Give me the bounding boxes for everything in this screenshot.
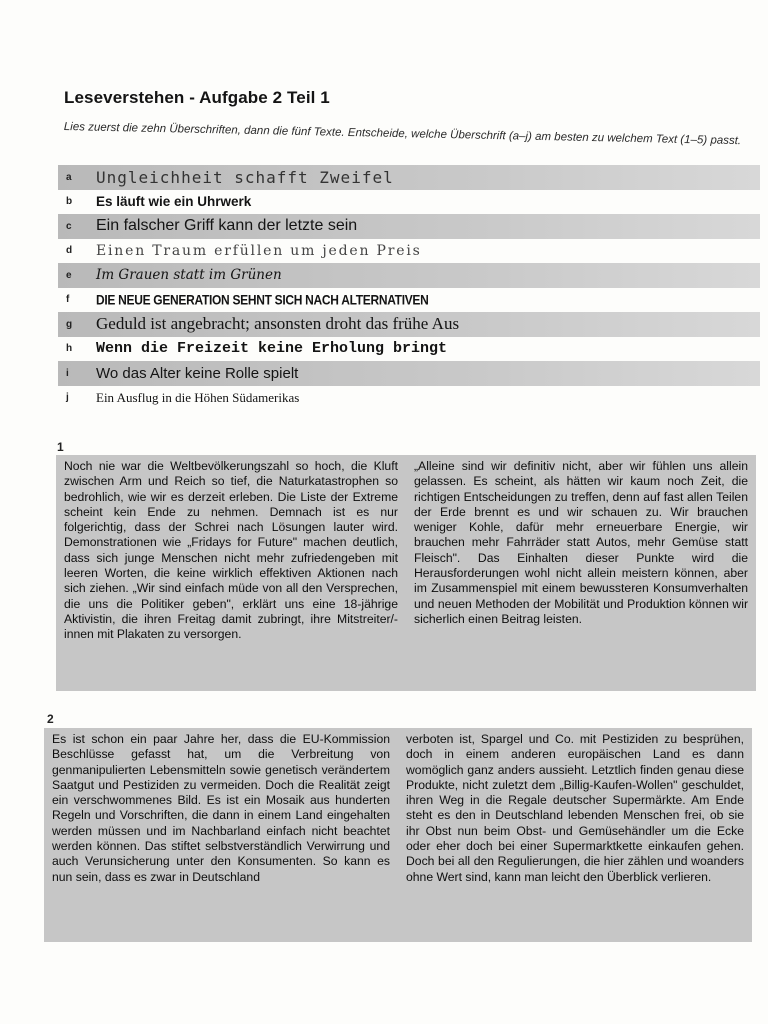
headline-item-g <box>58 312 760 337</box>
text-number: 2 <box>47 712 54 726</box>
headline-letter: g <box>66 318 73 330</box>
text-block-2 <box>44 728 752 942</box>
headline-text: Einen Traum erfüllen um jeden Preis <box>96 242 422 259</box>
headline-letter: j <box>66 392 69 404</box>
headline-item-e <box>58 263 760 288</box>
headline-text: Es läuft wie ein Uhrwerk <box>96 194 252 210</box>
text-number: 1 <box>57 440 64 454</box>
headline-item-a <box>58 165 760 190</box>
text-column-right: „Alleine sind wir definitiv nicht, aber wir fühlen uns allein gelassen. Es scheint, als hätten wir kaum noch Zeit, die richtigen Entscheidungen zu treffen, denn auf fast allen Teilen der Erde brennt es und wir schauen zu. Wir brauchen weniger Kohle, dafür mehr erneuerbare Energie, wir brauchen mehr Fahrräder statt Autos, mehr Gemüse statt Fleisch". Das Einhalten dieser Punkte wird die Herausforderungen wohl nicht allein meistern können, aber im Zusammenspiel mit einem bewussteren Konsumverhalten und neuen Methoden der Mobilität und Produktion können wir sicherlich einen Beitrag leisten. <box>414 459 748 626</box>
headline-item-h <box>58 337 760 362</box>
headline-text: Ein Ausflug in die Höhen Südamerikas <box>96 389 300 405</box>
headline-item-f <box>58 288 760 313</box>
headline-text: Ungleichheit schafft Zweifel <box>96 167 394 187</box>
headline-text: DIE NEUE GENERATION SEHNT SICH NACH ALTERNATIVEN <box>96 291 429 308</box>
headline-list <box>58 165 760 410</box>
text-column-left: Noch nie war die Weltbevölkerungszahl so hoch, die Kluft zwischen Arm und Reich so tief, die Naturkatastrophen so bedrohlich, wie wir es derzeit erleben. Die Liste der Extreme scheint kein Ende zu nehmen. Demnach ist es nur folgerichtig, dass der Schrei nach Lösungen lauter wird. Demonstrationen wie „Fridays for Future" machen deutlich, dass sich junge Menschen nicht mehr zufriedengeben mit leeren Worten, die keine wirklich effektiven Aktionen nach sich ziehen. „Wir sind einfach müde von all den Versprechen, die uns die Politiker geben", erklärt uns eine 18-jährige Aktivistin, die ihren Freitag damit zubringt, ihre Mitstreiter/-innen mit Plakaten zu versorgen. <box>64 459 398 642</box>
headline-letter: b <box>66 196 73 208</box>
headline-text: Geduld ist angebracht; ansonsten droht das frühe Aus <box>96 314 460 334</box>
headline-text: Im Grauen statt im Grünen <box>96 267 282 284</box>
headline-text: Wo das Alter keine Rolle spielt <box>96 364 299 382</box>
page-title: Leseverstehen - Aufgabe 2 Teil 1 <box>64 88 330 107</box>
headline-item-i <box>58 361 760 386</box>
text-column-right: verboten ist, Spargel und Co. mit Pestiziden zu besprühen, doch in einem anderen europäischen Land es dann womöglich ganz anders aussieht. Letztlich finden genau diese Produkte, nicht zuletzt dem „Billig-Kaufen-Wollen" geschuldet, ihren Weg in die Regale deutscher Supermärkte. Am Ende steht es den in Deutschland lebenden Menschen frei, ob sie ihr Obst nun beim Obst- und Gemüsehändler um die Ecke oder eher doch bei einer Supermarktkette einkaufen gehen. Doch bei all den Regulierungen, die hier zählen und woanders ohne Wert sind, kann man leicht den Überblick verlieren. <box>406 732 744 884</box>
headline-letter: e <box>66 269 72 281</box>
instructions-text: Lies zuerst die zehn Überschriften, dann die fünf Texte. Entscheide, welche Überschrift (a–j) am besten zu welchem Text (1–5) passt. <box>63 120 742 148</box>
headline-letter: i <box>66 367 69 379</box>
headline-text: Wenn die Freizeit keine Erholung bringt <box>96 340 448 358</box>
headline-item-d <box>58 239 760 264</box>
headline-letter: c <box>66 220 72 232</box>
headline-item-b <box>58 190 760 215</box>
headline-item-c <box>58 214 760 239</box>
headline-letter: a <box>66 171 72 183</box>
headline-letter: h <box>66 343 73 355</box>
headline-letter: d <box>66 245 73 257</box>
headline-letter: f <box>66 294 70 306</box>
text-column-left: Es ist schon ein paar Jahre her, dass die EU-Kommission Beschlüsse gefasst hat, um die Verbreitung von genmanipulierten Lebensmitteln sowie genetisch verändertem Saatgut und Pestiziden zu vermeiden. Doch die Realität zeigt ein verschwommenes Bild. Es ist ein Mosaik aus hunderten Regeln und Vorschriften, die dann in einem Land eingehalten werden müssen und im Nachbarland einfach nicht beachtet werden können. Das stiftet selbstverständlich Verwirrung und auch Verunsicherung unter den Konsumenten. So kann es nun sein, dass es zwar in Deutschland <box>52 732 390 884</box>
text-block-1 <box>56 455 756 691</box>
headline-text: Ein falscher Griff kann der letzte sein <box>96 217 358 235</box>
headline-item-j <box>58 386 760 411</box>
